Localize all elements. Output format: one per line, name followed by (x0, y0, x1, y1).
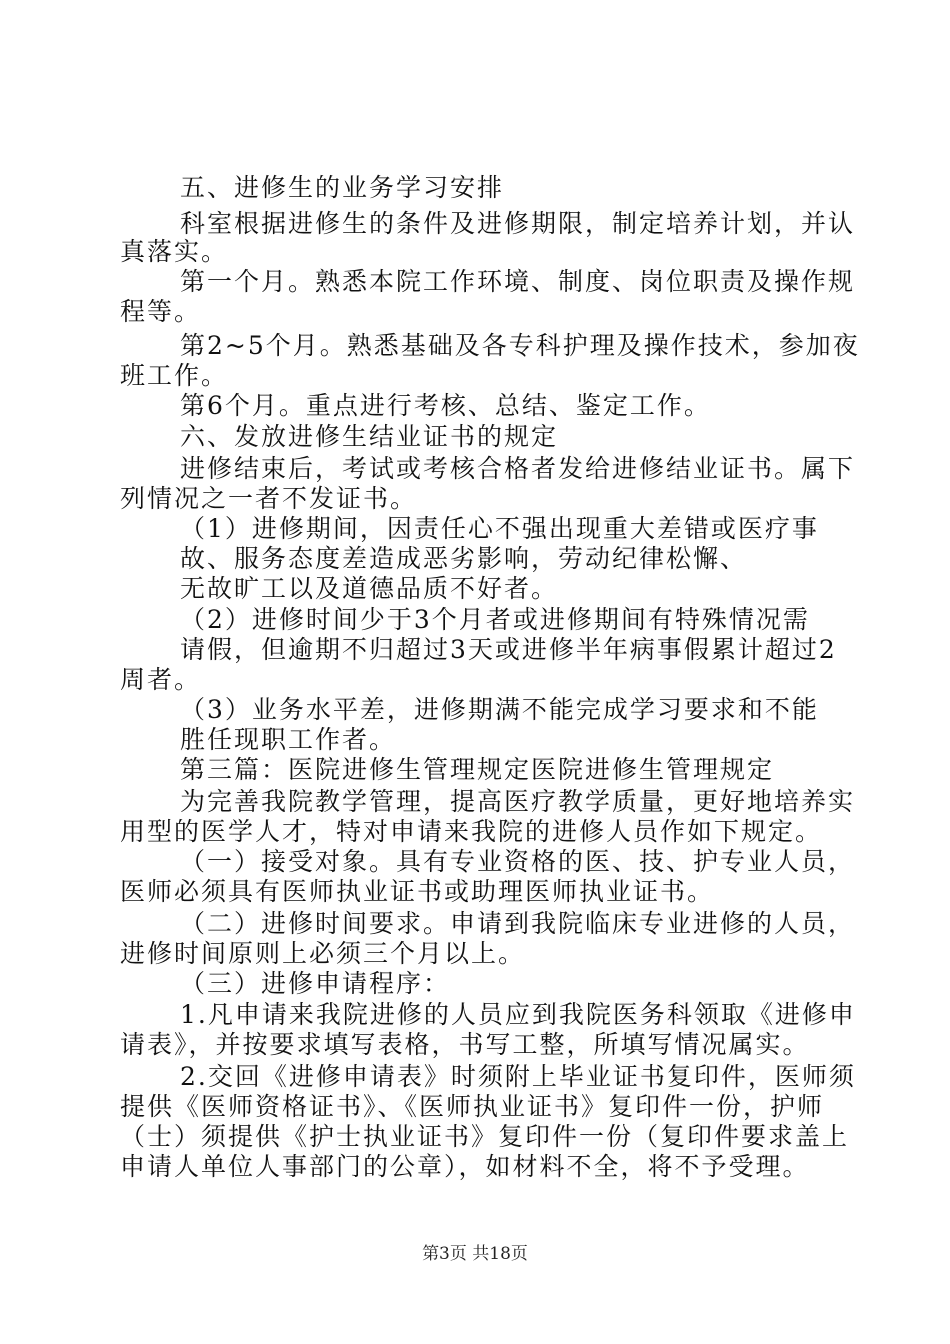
text-line: 进修时间原则上必须三个月以上。 (120, 939, 526, 968)
text-line: 用型的医学人才，特对申请来我院的进修人员作如下规定。 (120, 817, 823, 846)
text-line: （三）进修申请程序： (180, 969, 451, 998)
text-line: 第6个月。重点进行考核、总结、鉴定工作。 (180, 391, 711, 420)
text-line: 故、服务态度差造成恶劣影响，劳动纪律松懈、 (180, 544, 748, 573)
text-line: 真落实。 (120, 237, 229, 266)
text-line: 医师必须具有医师执业证书或助理医师执业证书。 (120, 877, 715, 906)
text-line: 周者。 (120, 665, 202, 694)
text-line: 1.凡申请来我院进修的人员应到我院医务科领取《进修申 (180, 1000, 856, 1029)
text-line: （3）业务水平差，进修期满不能完成学习要求和不能 (180, 695, 819, 724)
text-line: （二）进修时间要求。申请到我院临床专业进修的人员， (180, 909, 856, 938)
text-line: 申请人单位人事部门的公章），如材料不全，将不予受理。 (120, 1152, 810, 1181)
text-line: 请假，但逾期不归超过3天或进修半年病事假累计超过2 (180, 635, 837, 664)
text-line: （1）进修期间，因责任心不强出现重大差错或医疗事 (180, 514, 819, 543)
text-line: （士）须提供《护士执业证书》复印件一份（复印件要求盖上 (120, 1122, 850, 1151)
text-line: （2）进修时间少于3个月者或进修期间有特殊情况需 (180, 605, 810, 634)
text-line: 进修结束后，考试或考核合格者发给进修结业证书。属下 (180, 454, 856, 483)
text-line: 胜任现职工作者。 (180, 725, 397, 754)
text-line: 程等。 (120, 297, 202, 326)
section-heading-5: 五、进修生的业务学习安排 (180, 173, 505, 202)
text-line: 第2~5个月。熟悉基础及各专科护理及操作技术，参加夜 (180, 331, 860, 360)
text-line: 班工作。 (120, 361, 229, 390)
text-line: 2.交回《进修申请表》时须附上毕业证书复印件，医师须 (180, 1062, 856, 1091)
text-line: 列情况之一者不发证书。 (120, 484, 418, 513)
text-line: 第一个月。熟悉本院工作环境、制度、岗位职责及操作规 (180, 267, 856, 296)
text-line: 无故旷工以及道德品质不好者。 (180, 574, 559, 603)
text-line: （一）接受对象。具有专业资格的医、技、护专业人员， (180, 847, 856, 876)
text-line: 为完善我院教学管理，提高医疗教学质量，更好地培养实 (180, 787, 856, 816)
text-line: 请表》，并按要求填写表格，书写工整，所填写情况属实。 (120, 1030, 810, 1059)
text-line: 科室根据进修生的条件及进修期限，制定培养计划，并认 (180, 209, 856, 238)
chapter-heading: 第三篇：医院进修生管理规定医院进修生管理规定 (180, 755, 775, 784)
section-heading-6: 六、发放进修生结业证书的规定 (180, 422, 559, 451)
page-number-footer: 第3页 共18页 (422, 1244, 528, 1264)
text-line: 提供《医师资格证书》、《医师执业证书》复印件一份，护师 (120, 1092, 825, 1121)
